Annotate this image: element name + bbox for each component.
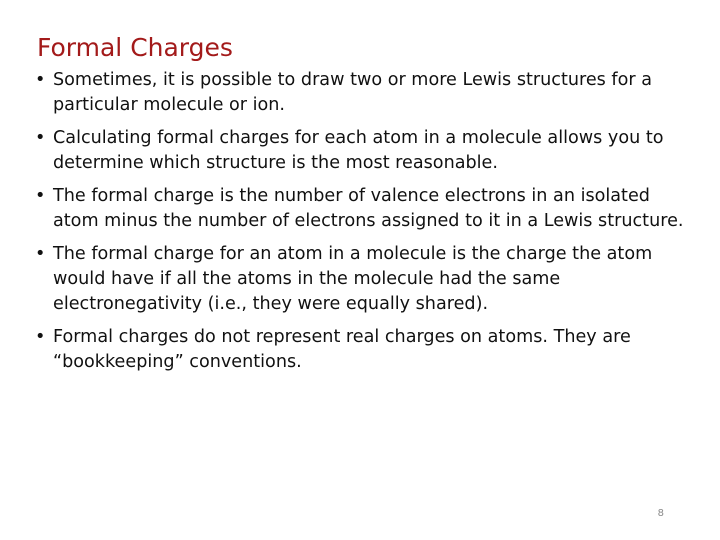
bullet-item: • Formal charges do not represent real charges on atoms. They are “bookkeeping” conventions. (35, 325, 685, 375)
page-number: 8 (657, 508, 664, 519)
bullet-item: • The formal charge for an atom in a molecule is the charge the atom would have if all the atoms in the molecule had the same electronegativity (i.e., they were equally shared). (35, 242, 685, 317)
bullet-item: • The formal charge is the number of valence electrons in an isolated atom minus the number of electrons assigned to it in a Lewis structure. (35, 184, 685, 234)
bullet-item: • Calculating formal charges for each atom in a molecule allows you to determine which structure is the most reasonable. (35, 126, 685, 176)
bullet-item: • Sometimes, it is possible to draw two or more Lewis structures for a particular molecule or ion. (35, 68, 685, 118)
slide-title: Formal Charges (37, 33, 233, 62)
bullet-list (35, 68, 685, 383)
